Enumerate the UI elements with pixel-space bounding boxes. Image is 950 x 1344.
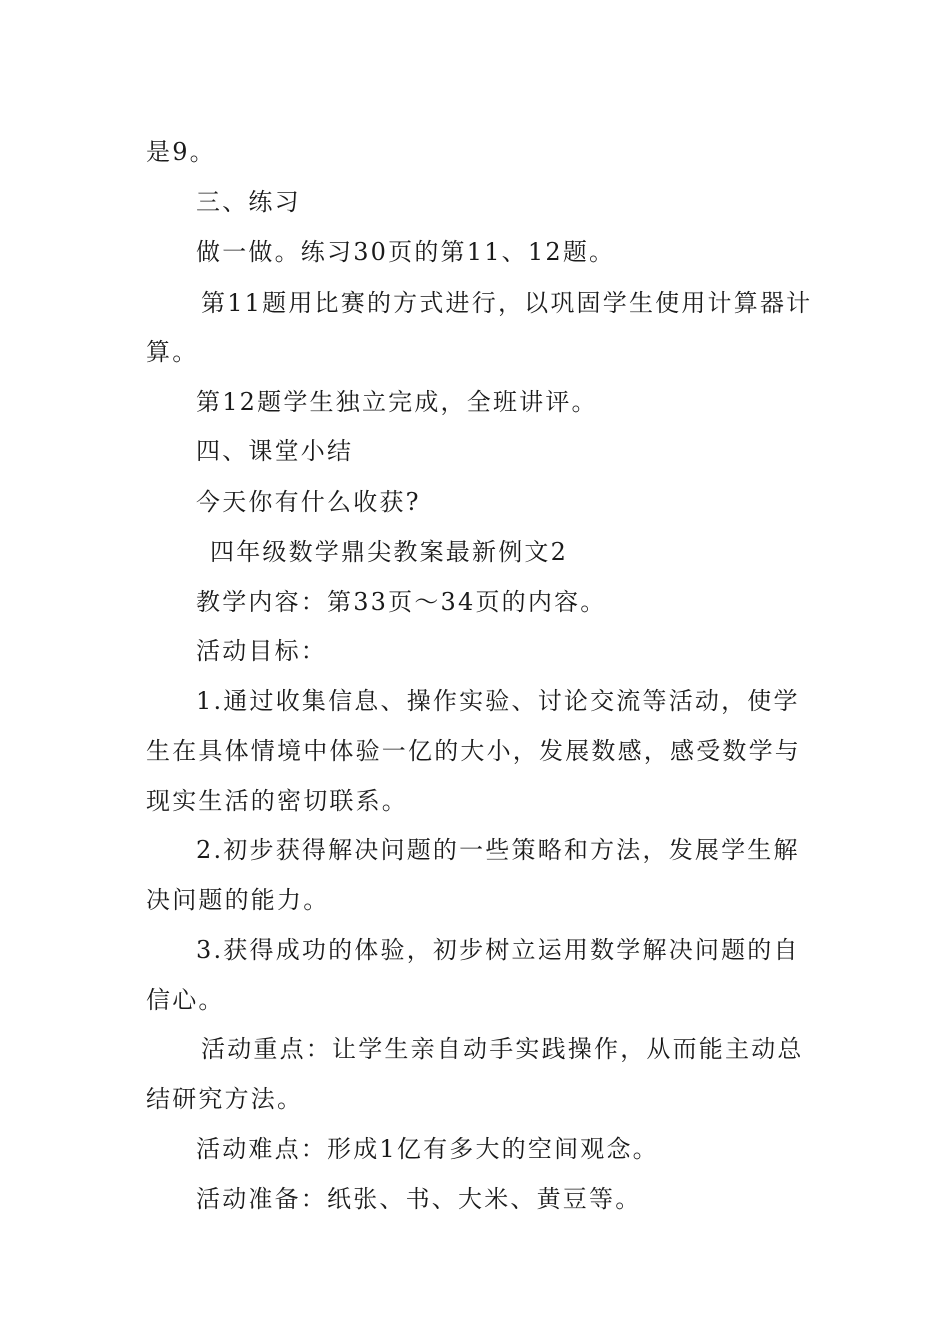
document-subtitle: 四年级数学鼎尖教案最新例文2 xyxy=(210,538,569,566)
text-line: 现实生活的密切联系。 xyxy=(146,787,408,815)
text-line: 信心。 xyxy=(146,986,225,1014)
text-line: 活动难点：形成1亿有多大的空间观念。 xyxy=(196,1135,659,1163)
text-line: 2.初步获得解决问题的一些策略和方法，发展学生解 xyxy=(196,836,800,864)
text-line: 算。 xyxy=(146,338,199,366)
text-line: 活动重点：让学生亲自动手实践操作，从而能主动总 xyxy=(201,1035,804,1063)
text-line: 决问题的能力。 xyxy=(146,886,330,914)
text-line: 结研究方法。 xyxy=(146,1085,304,1113)
text-line: 1.通过收集信息、操作实验、讨论交流等活动，使学 xyxy=(196,687,800,715)
text-line: 生在具体情境中体验一亿的大小，发展数感，感受数学与 xyxy=(146,737,801,765)
section-heading-practice: 三、练习 xyxy=(196,188,301,216)
section-heading-summary: 四、课堂小结 xyxy=(196,437,354,465)
text-line: 教学内容：第33页～34页的内容。 xyxy=(196,588,607,616)
text-line: 活动目标： xyxy=(196,637,327,665)
text-line: 3.获得成功的体验，初步树立运用数学解决问题的自 xyxy=(196,936,800,964)
text-line: 第12题学生独立完成，全班讲评。 xyxy=(196,388,598,416)
text-line: 做一做。练习30页的第11、12题。 xyxy=(196,238,616,266)
text-line: 第11题用比赛的方式进行，以巩固学生使用计算器计 xyxy=(201,289,813,317)
text-line: 是9。 xyxy=(146,138,216,166)
text-line: 活动准备：纸张、书、大米、黄豆等。 xyxy=(196,1185,642,1213)
text-line: 今天你有什么收获? xyxy=(196,488,421,516)
